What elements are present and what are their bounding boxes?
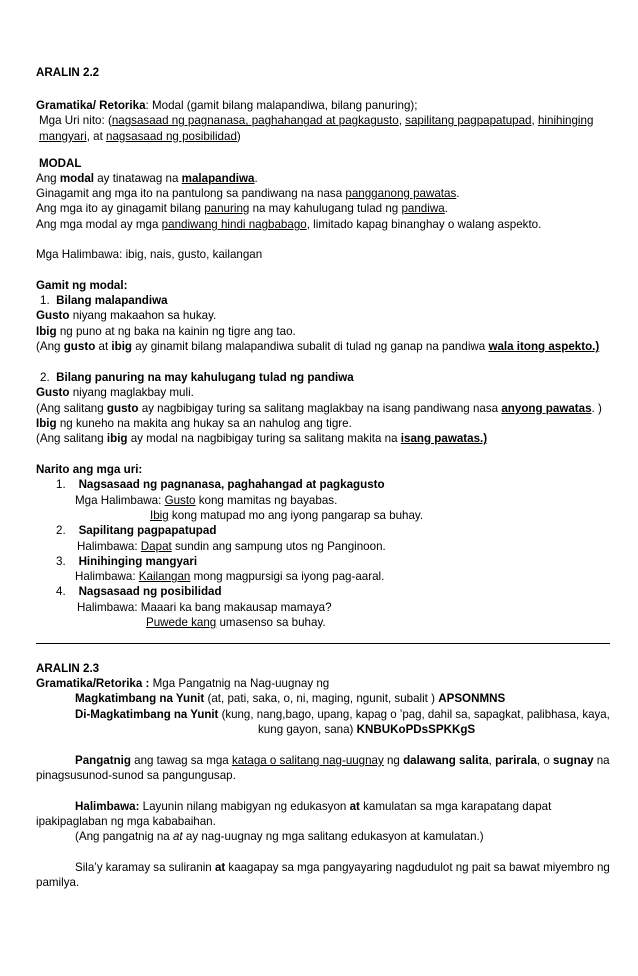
gamit-heading: Gamit ng modal: [36, 279, 128, 292]
halimbawa-line-2: ipakipaglaban ng mga kababaihan. [36, 815, 216, 828]
gamit-2-note-1: (Ang salitang gusto ay nagbibigay turing sa salitang maglakbay na isang pandiwang nasa anyong pawatas. ) [36, 402, 602, 415]
uri-2-title: 2. Sapilitang pagpapatupad [56, 524, 217, 537]
uri-1-example-2: Ibig kong matupad mo ang iyong pangarap sa buhay. [150, 509, 424, 522]
uri-4-example-2: Puwede kang umasenso sa buhay. [146, 616, 326, 629]
modal-heading: MODAL [39, 157, 82, 170]
gamit-2-example-2: Ibig ng kuneho na makita ang hukay sa an nahulog ang tigre. [36, 417, 352, 430]
section-divider [36, 643, 610, 644]
halimbawa-note: (Ang pangatnig na at ay nag-uugnay ng mga salitang edukasyon at kamulatan.) [75, 830, 484, 843]
lesson-2-3-title: ARALIN 2.3 [36, 662, 100, 675]
definition-line-4: Ang mga modal ay mga pandiwang hindi nagbabago, limitado kapag binanghay o walang aspekto. [36, 218, 542, 231]
lesson-2-2-title: ARALIN 2.2 [36, 66, 100, 79]
grammar-line-2-3: Gramatika/Retorika : Mga Pangatnig na Nag-uugnay ng [36, 677, 330, 690]
gamit-1-note: (Ang gusto at ibig ay ginamit bilang malapandiwa subalit di tulad ng ganap na pandiwa wala itong aspekto.) [36, 340, 600, 353]
uri-2-example: Halimbawa: Dapat sundin ang sampung utos ng Panginoon. [77, 540, 386, 553]
gamit-item-2-title: 2. Bilang panuring na may kahulugang tulad ng pandiwa [40, 371, 354, 384]
uri-1-title: 1. Nagsasaad ng pagnanasa, paghahangad at pagkagusto [56, 478, 385, 491]
gamit-1-example-2: Ibig ng puno at ng baka na kainin ng tigre ang tao. [36, 325, 296, 338]
definition-line-2: Ginagamit ang mga ito na pantulong sa pandiwang na nasa pangganong pawatas. [36, 187, 460, 200]
gamit-item-1-title: 1. Bilang malapandiwa [40, 294, 168, 307]
di-magkatimbang-line-2: kung gayon, sana) KNBUKoPDsSPKKgS [258, 723, 476, 736]
gamit-1-example-1: Gusto niyang makaahon sa hukay. [36, 309, 217, 322]
grammar-line: Gramatika/ Retorika: Modal (gamit bilang malapandiwa, bilang panuring); [36, 99, 418, 112]
gamit-2-example-1: Gusto niyang maglakbay muli. [36, 386, 194, 399]
examples-line: Mga Halimbawa: ibig, nais, gusto, kailangan [36, 248, 263, 261]
uri-1-example-1: Mga Halimbawa: Gusto kong mamitas ng bayabas. [75, 494, 338, 507]
magkatimbang-line: Magkatimbang na Yunit (at, pati, saka, o, ni, maging, ngunit, subalit ) APSONMNS [75, 692, 506, 705]
uri-4-example-1: Halimbawa: Maaari ka bang makausap mamaya? [77, 601, 332, 614]
di-magkatimbang-line-1: Di-Magkatimbang na Yunit (kung, nang,bago, upang, kapag o ’pag, dahil sa, sapagkat, palibhasa, kaya, [75, 708, 610, 721]
pangatnig-definition-2: pinagsusunod-sunod sa pangungusap. [36, 769, 236, 782]
halimbawa-line-1: Halimbawa: Layunin nilang mabigyan ng edukasyon at kamulatan sa mga karapatang dapat [75, 800, 552, 813]
uri-3-example: Halimbawa: Kailangan mong magpursigi sa iyong pag-aaral. [75, 570, 385, 583]
definition-line-1: Ang modal ay tinatawag na malapandiwa. [36, 172, 258, 185]
sentence-line-1: Sila’y karamay sa suliranin at kaagapay sa mga pangyayaring nagdudulot ng pait sa bawat miyembro ng [75, 861, 610, 874]
pangatnig-definition-1: Pangatnig ang tawag sa mga kataga o salitang nag-uugnay ng dalawang salita, parirala, o sugnay na [75, 754, 610, 767]
narito-heading: Narito ang mga uri: [36, 463, 143, 476]
types-line-1: Mga Uri nito: (nagsasaad ng pagnanasa, paghahangad at pagkagusto, sapilitang pagpapatupad, hinihinging [39, 114, 594, 127]
uri-4-title: 4. Nagsasaad ng posibilidad [56, 585, 222, 598]
gamit-2-note-2: (Ang salitang ibig ay modal na nagbibigay turing sa salitang makita na isang pawatas.) [36, 432, 488, 445]
definition-line-3: Ang mga ito ay ginagamit bilang panuring na may kahulugang tulad ng pandiwa. [36, 202, 448, 215]
sentence-line-2: pamilya. [36, 876, 80, 889]
types-line-2: mangyari, at nagsasaad ng posibilidad) [39, 130, 241, 143]
uri-3-title: 3. Hinihinging mangyari [56, 555, 198, 568]
